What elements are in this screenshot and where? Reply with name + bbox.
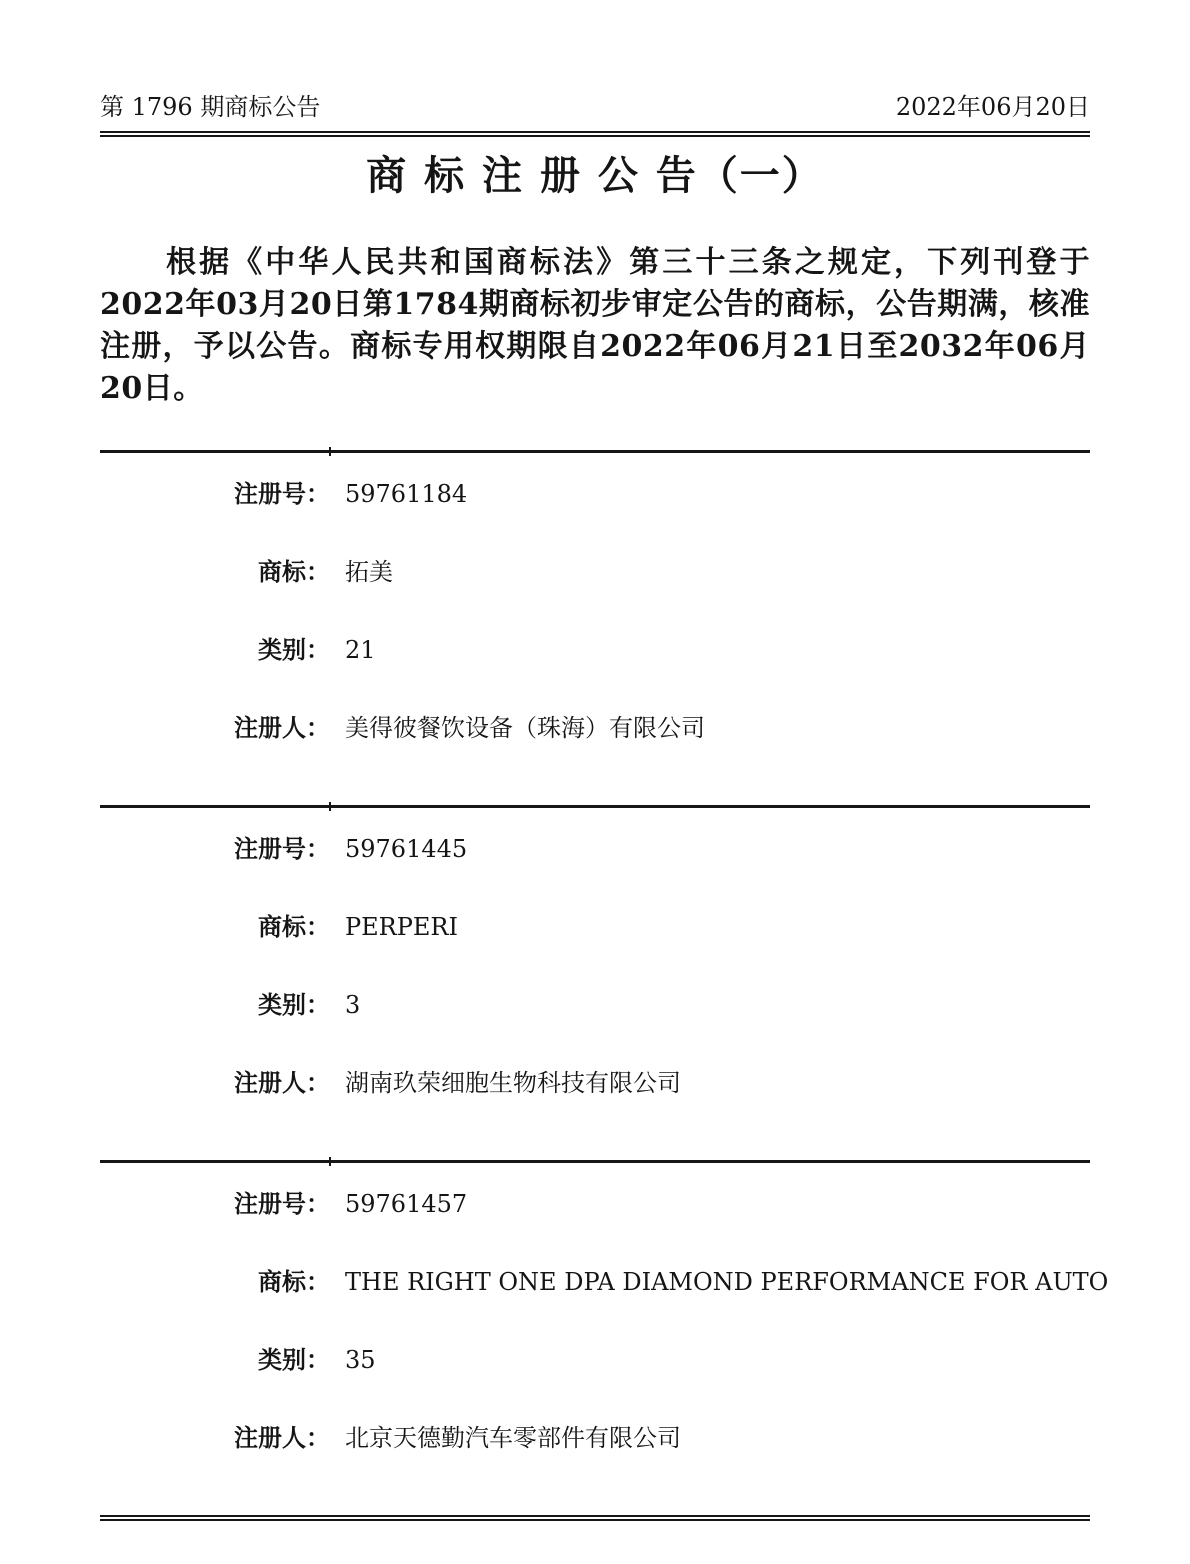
reg-no-label: 注册号： (234, 479, 330, 508)
field-row-mark (100, 1267, 1109, 1297)
registrant-label: 注册人： (234, 713, 330, 742)
gazette-issue: 第 1796 期商标公告 (100, 93, 321, 121)
trademark-record (100, 805, 1090, 1160)
registrant-value: 北京天德勤汽车零部件有限公司 (345, 1424, 681, 1452)
page-title: 商 标 注 册 公 告（一） (366, 152, 824, 199)
registrant-value: 湖南玖荣细胞生物科技有限公司 (345, 1069, 681, 1097)
field-row-class (100, 990, 1090, 1020)
class-value: 21 (345, 636, 376, 664)
reg-no-label: 注册号： (234, 1189, 330, 1218)
class-value: 3 (345, 991, 361, 1019)
mark-label: 商标： (258, 1267, 330, 1296)
registrant-label: 注册人： (234, 1068, 330, 1097)
field-row-class (100, 635, 1090, 665)
field-row-reg-no (100, 1189, 1090, 1219)
mark-value: 拓美 (345, 558, 393, 586)
mark-label: 商标： (258, 557, 330, 586)
page-header (100, 92, 1090, 122)
mark-value: PERPERI (345, 913, 458, 941)
field-row-registrant (100, 1068, 1090, 1098)
reg-no-label: 注册号： (234, 834, 330, 863)
class-label: 类别： (258, 1345, 330, 1374)
field-row-registrant (100, 713, 1090, 743)
field-row-reg-no (100, 479, 1090, 509)
reg-no-value: 59761445 (345, 835, 468, 863)
header-rule (100, 131, 1090, 137)
field-row-class (100, 1345, 1090, 1375)
field-row-mark (100, 557, 1090, 587)
field-row-mark (100, 912, 1090, 942)
reg-no-value: 59761457 (345, 1190, 468, 1218)
trademark-records (100, 450, 1109, 1521)
trademark-record (100, 1160, 1109, 1515)
bottom-rule (100, 1515, 1090, 1521)
gazette-date: 2022年06月20日 (895, 93, 1090, 121)
class-label: 类别： (258, 635, 330, 664)
trademark-record (100, 450, 1090, 805)
mark-value: THE RIGHT ONE DPA DIAMOND PERFORMANCE FOR AUTO (345, 1268, 1109, 1296)
registrant-label: 注册人： (234, 1423, 330, 1452)
field-row-reg-no (100, 834, 1090, 864)
registrant-value: 美得彼餐饮设备（珠海）有限公司 (345, 714, 705, 742)
reg-no-value: 59761184 (345, 480, 468, 508)
field-row-registrant (100, 1423, 1090, 1453)
mark-label: 商标： (258, 912, 330, 941)
class-label: 类别： (258, 990, 330, 1019)
intro-paragraph: 根据《中华人民共和国商标法》第三十三条之规定，下列刊登于2022年03月20日第1784期商标初步审定公告的商标，公告期满，核准注册，予以公告。商标专用权期限自2022年06月21日至2032年06月20日。 (100, 245, 1090, 406)
class-value: 35 (345, 1346, 376, 1374)
